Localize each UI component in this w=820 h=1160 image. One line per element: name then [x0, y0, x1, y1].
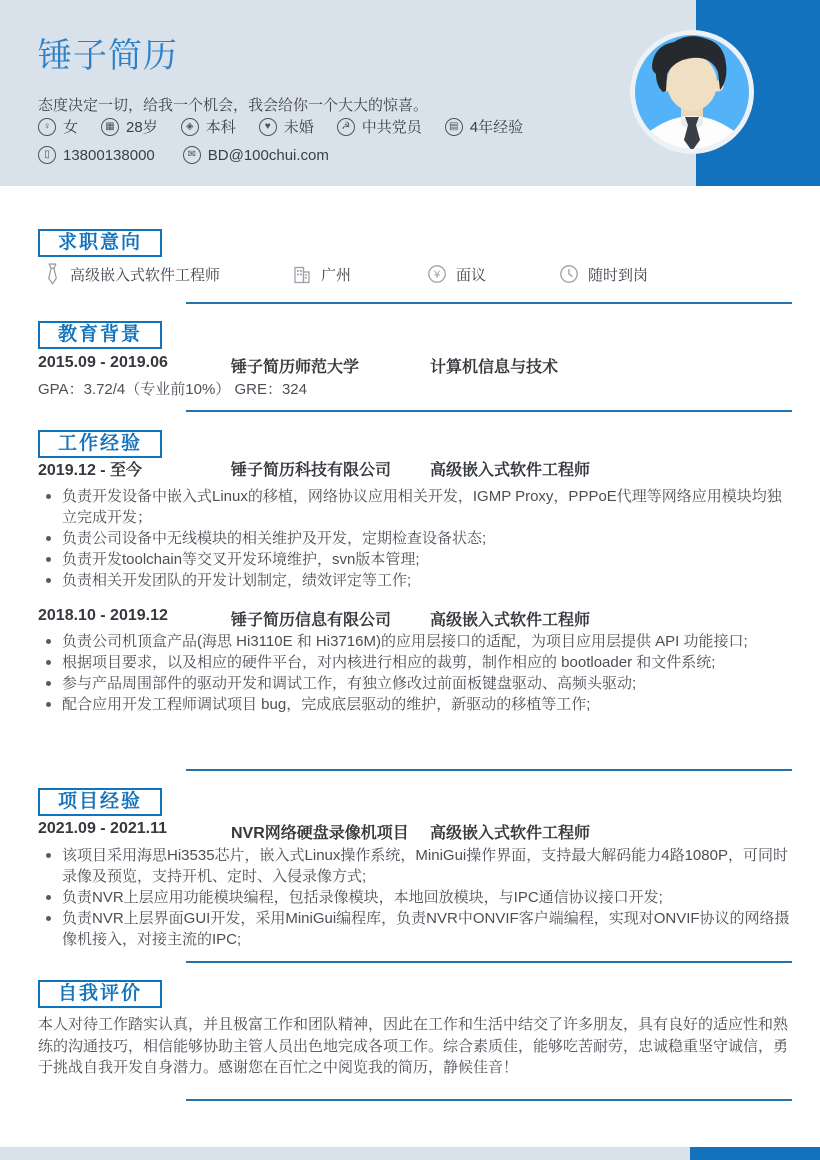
avatar-illustration: [629, 29, 755, 155]
intention-city-item: [292, 262, 351, 286]
job-bullet: 负责开发设备中嵌入式Linux的移植，网络协议应用相关开发，IGMP Proxy，PPPoE代理等网络应用模块均独立完成开发；: [38, 486, 790, 528]
project-heading-row: [38, 820, 790, 840]
svg-text:¥: ¥: [433, 269, 441, 281]
project-bullet-list: [38, 845, 790, 950]
phone-item: [38, 146, 155, 164]
divider: [186, 961, 792, 963]
intention-salary: 面议: [456, 266, 487, 284]
header: [0, 0, 820, 186]
building-icon: [292, 264, 312, 284]
email-address: BD@100chui.com: [207, 146, 329, 164]
job-period: 2019.12 - 至今: [38, 462, 143, 479]
job-bullet: 参与产品周围部件的驱动开发和调试工作，有独立修改过前面板键盘驱动、高频头驱动;: [38, 673, 790, 694]
job-bullet-list: [38, 486, 790, 591]
phone-number: 13800138000: [63, 146, 155, 164]
job-bullet: 负责公司设备中无线模块的相关维护及开发，定期检查设备状态;: [38, 528, 790, 549]
education-period: 2015.09 - 2019.06: [38, 354, 168, 371]
tagline: 态度决定一切，给我一个机会，我会给你一个大大的惊喜。: [38, 97, 429, 114]
salary-icon: [427, 264, 447, 284]
marital-label: 未婚: [283, 119, 314, 136]
experience-icon: ▤: [445, 118, 463, 136]
contact-info-row: [38, 146, 329, 164]
education-detail: GPA：3.72/4（专业前10%） GRE：324: [38, 381, 307, 398]
job-bullet: 负责开发toolchain等交叉开发环境维护，svn版本管理;: [38, 549, 790, 570]
divider: [186, 410, 792, 412]
gender-label: 女: [63, 119, 79, 136]
resume-title: 锤子简历: [38, 37, 178, 75]
clock-icon: [559, 264, 579, 284]
project-name: NVR网络硬盘录像机项目: [231, 825, 409, 842]
section-title-project: 项目经验: [38, 788, 162, 816]
experience-item: [445, 116, 523, 137]
degree-label: 本科: [205, 119, 236, 136]
section-title-evaluation: 自我评价: [38, 980, 162, 1008]
self-evaluation-text: 本人对待工作踏实认真，并且极富工作和团队精神，因此在工作和生活中结交了许多朋友，具有良好的适应性和熟练的沟通技巧，相信能够协助主管人员出色地完成各项工作。综合素质佳，能够吃苦耐劳，忠诚稳重坚守诚信，勇于挑战自我开发自身潜力。感谢您在百忙之中阅览我的简历，静候佳音！: [38, 1016, 789, 1076]
job-heading-row: [38, 607, 790, 627]
intention-city: 广州: [321, 266, 352, 284]
intention-availability: 随时到岗: [588, 266, 649, 284]
section-title-work: 工作经验: [38, 430, 162, 458]
age-label: 28岁: [126, 119, 158, 136]
project-bullet: 负责NVR上层界面GUI开发，采用MiniGui编程库，负责NVR中ONVIF客户端编程，实现对ONVIF协议的网络摄像机接入，对接主流的IPC;: [38, 908, 790, 950]
avatar: [629, 29, 755, 155]
education-school: 锤子简历师范大学: [231, 359, 360, 376]
project-role: 高级嵌入式软件工程师: [430, 825, 591, 842]
section-title-education: 教育背景: [38, 321, 162, 349]
intention-position-item: [44, 262, 220, 286]
job-heading-row: [38, 457, 790, 477]
job-role: 高级嵌入式软件工程师: [430, 462, 591, 479]
job-company: 锤子简历信息有限公司: [231, 612, 392, 629]
gender-icon: ♀: [38, 118, 56, 136]
project-bullet: 负责NVR上层应用功能模块编程，包括录像模块，本地回放模块，与IPC通信协议接口开发;: [38, 887, 790, 908]
intention-availability-item: [559, 262, 648, 286]
project-period: 2021.09 - 2021.11: [38, 820, 168, 837]
personal-info-row: [38, 116, 523, 137]
footer-accent-strip: [690, 1147, 820, 1160]
job-period: 2018.10 - 2019.12: [38, 607, 168, 624]
experience-label: 4年经验: [469, 119, 524, 136]
tie-icon: [44, 262, 61, 286]
party-icon: ☭: [337, 118, 355, 136]
phone-icon: ▯: [38, 146, 56, 164]
party-item: [337, 116, 422, 137]
gender-item: [38, 116, 78, 137]
divider: [186, 302, 792, 304]
job-bullet: 负责相关开发团队的开发计划制定，绩效评定等工作;: [38, 570, 790, 591]
degree-item: [181, 116, 236, 137]
job-bullet-list: [38, 631, 790, 715]
job-bullet: 负责公司机顶盒产品(海思 Hi3110E 和 Hi3716M)的应用层接口的适配，为项目应用层提供 API 功能接口;: [38, 631, 790, 652]
project-bullet: 该项目采用海思Hi3535芯片，嵌入式Linux操作系统，MiniGui操作界面，支持最大解码能力4路1080P，可同时录像及预览，支持开机、定时、入侵录像方式;: [38, 845, 790, 887]
age-icon: ▦: [101, 118, 119, 136]
job-bullet: 配合应用开发工程师调试项目 bug，完成底层驱动的维护，新驱动的移植等工作;: [38, 694, 790, 715]
email-item: [183, 146, 329, 164]
divider: [186, 1099, 792, 1101]
party-label: 中共党员: [361, 119, 422, 136]
job-bullet: 根据项目要求，以及相应的硬件平台，对内核进行相应的裁剪，制作相应的 bootloader 和文件系统;: [38, 652, 790, 673]
job-role: 高级嵌入式软件工程师: [430, 612, 591, 629]
section-title-intention: 求职意向: [38, 229, 162, 257]
degree-icon: ◈: [181, 118, 199, 136]
divider: [186, 769, 792, 771]
education-row: [38, 354, 790, 374]
marital-icon: ♥: [259, 118, 277, 136]
intention-salary-item: [427, 262, 486, 286]
footer-bar: [0, 1147, 820, 1160]
education-major: 计算机信息与技术: [430, 359, 559, 376]
email-icon: ✉: [183, 146, 201, 164]
marital-item: [259, 116, 314, 137]
job-company: 锤子简历科技有限公司: [231, 462, 392, 479]
age-item: [101, 116, 158, 137]
intention-position: 高级嵌入式软件工程师: [70, 266, 221, 284]
